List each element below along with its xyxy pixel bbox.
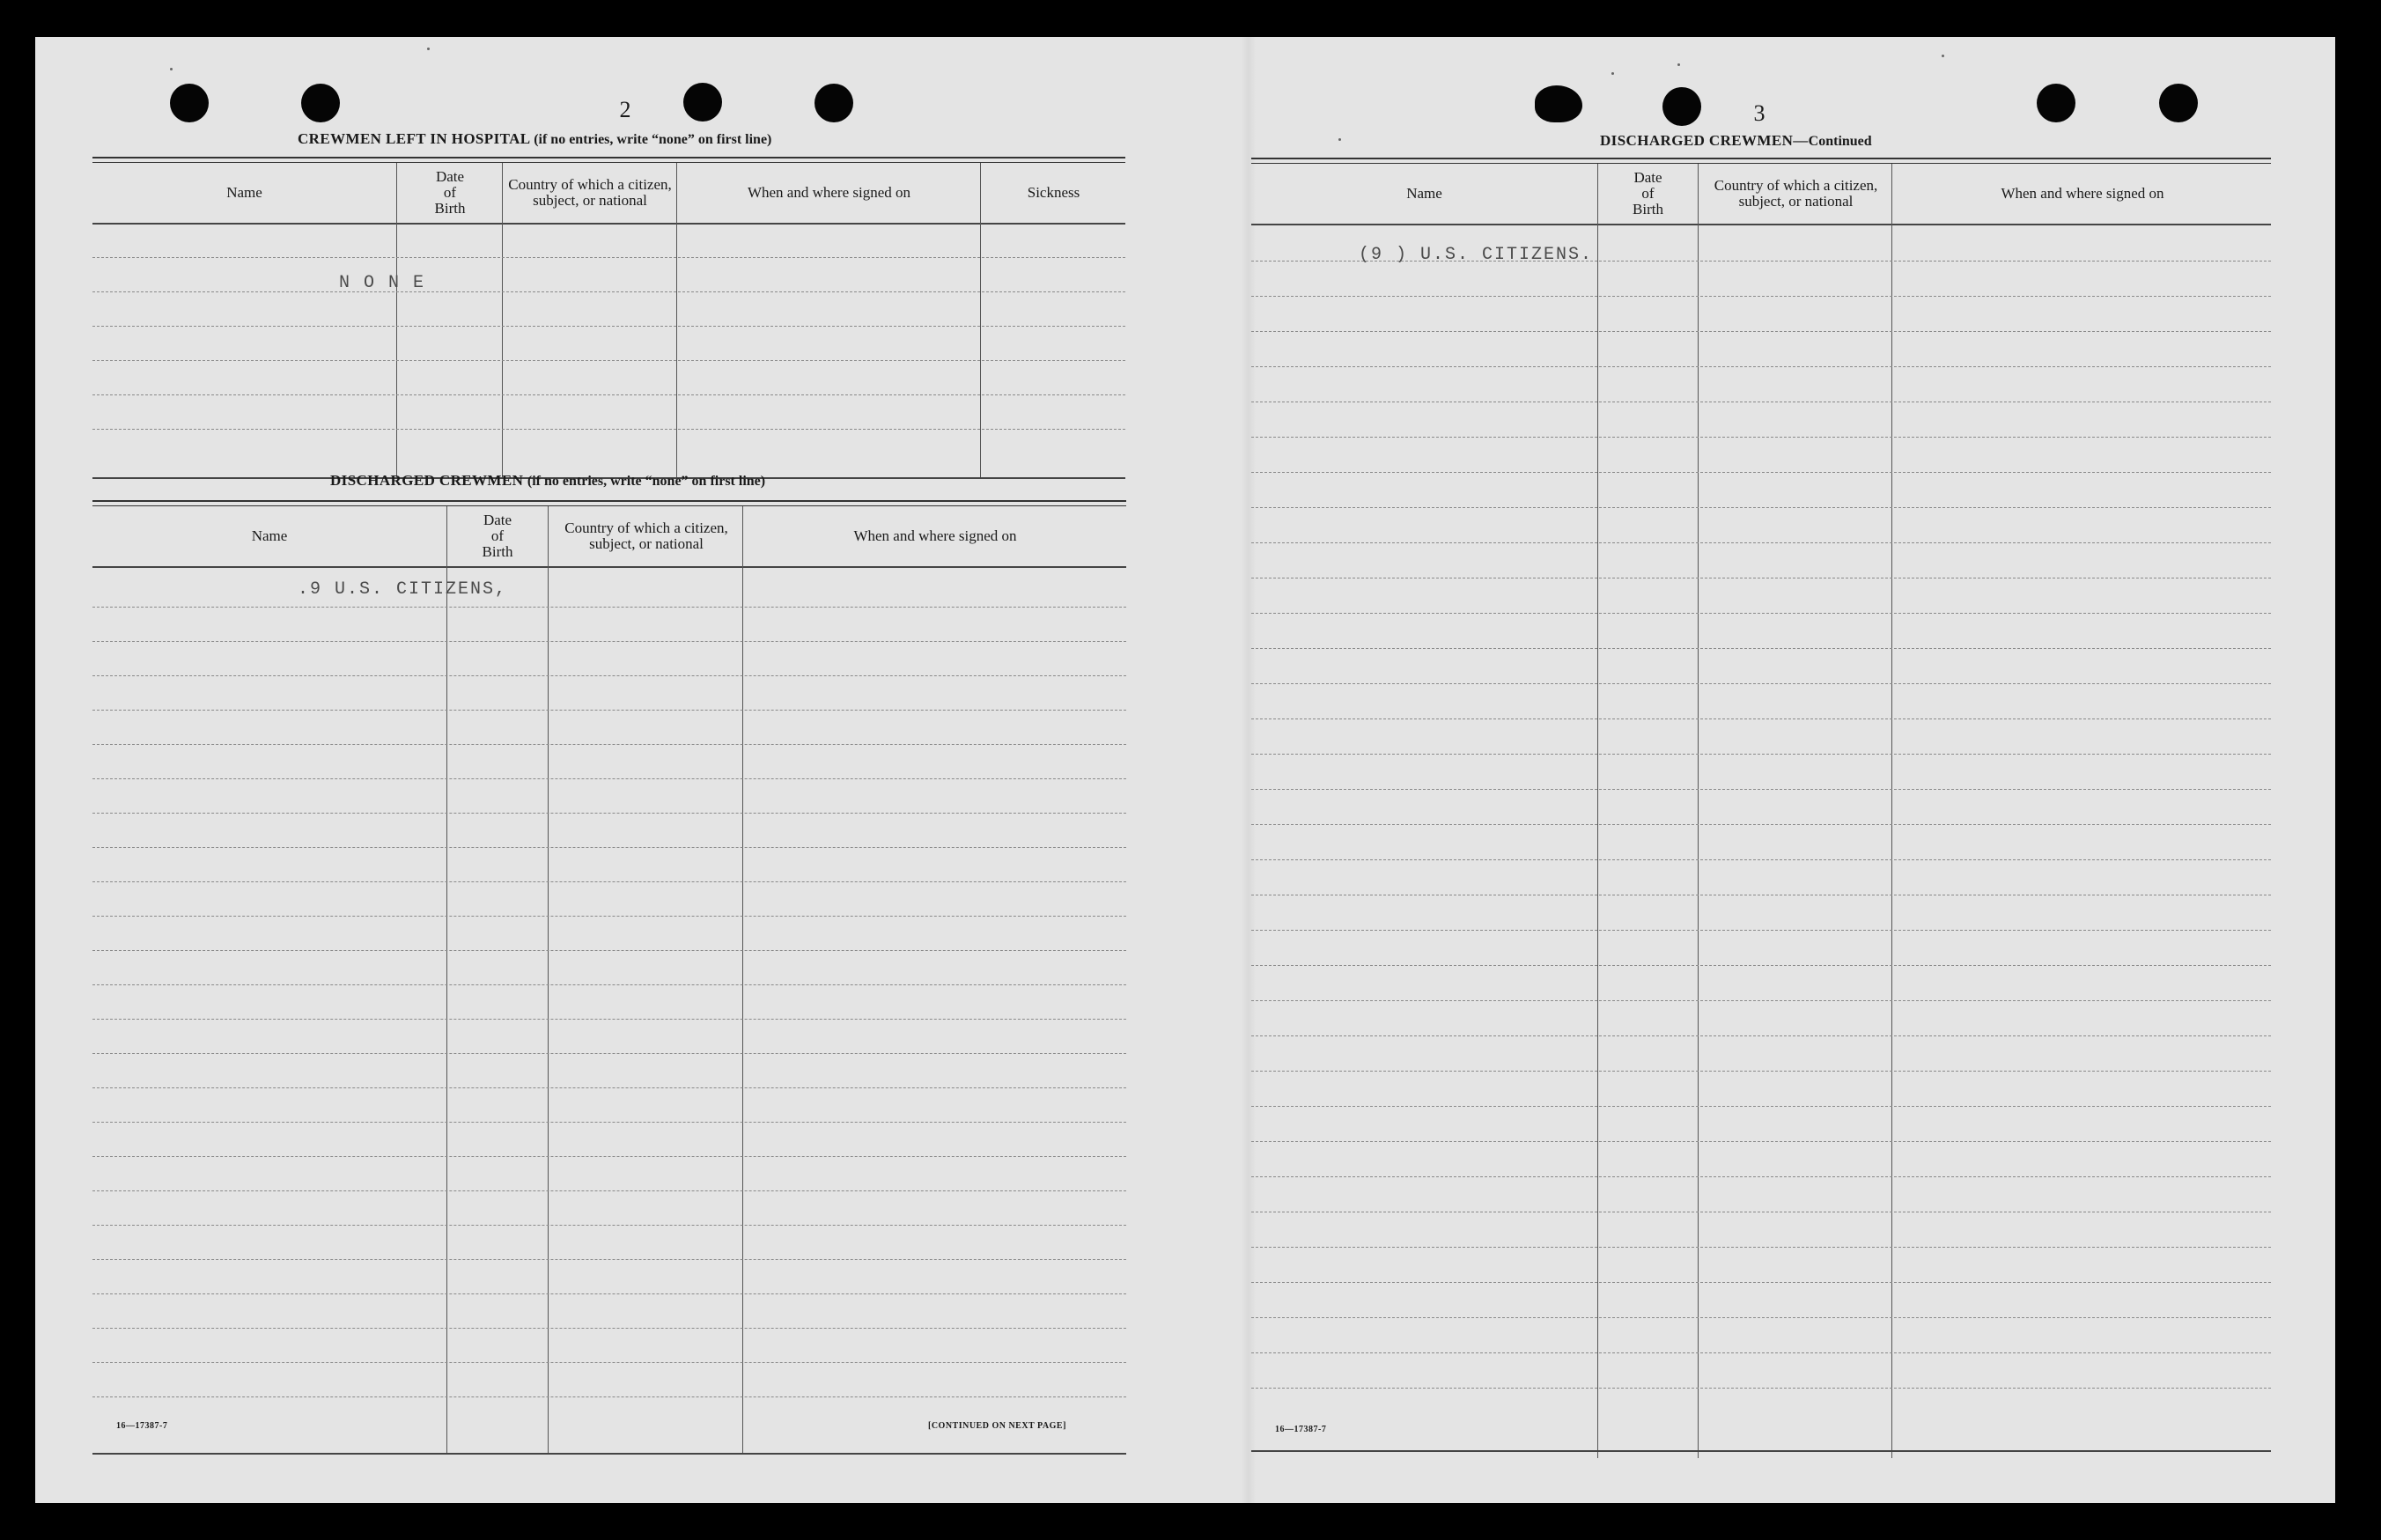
form-code: 16—17387-7	[116, 1421, 168, 1431]
column-header: Sickness	[1027, 184, 1080, 201]
paper-speck	[1942, 55, 1944, 57]
typed-entry-discharged-continued: (9 ) U.S. CITIZENS.	[1359, 245, 1594, 265]
column-header: Date of Birth	[1633, 169, 1663, 217]
section-title-note: (if no entries, write “none” on first line)	[534, 132, 772, 147]
page-number: 2	[619, 97, 631, 122]
column-header: Name	[226, 184, 262, 201]
punch-hole	[1662, 87, 1701, 126]
section-title-bold: CREWMEN LEFT IN HOSPITAL	[298, 130, 530, 147]
column-header: Country of which a citizen, subject, or national	[1714, 177, 1878, 210]
punch-hole	[815, 84, 853, 122]
section-title-discharged	[330, 472, 765, 490]
punch-hole	[2159, 84, 2198, 122]
punch-hole	[301, 84, 340, 122]
form-code: 16—17387-7	[1275, 1425, 1327, 1434]
column-header: Date of Birth	[482, 512, 513, 560]
typed-entry-discharged: .9 U.S. CITIZENS,	[298, 579, 508, 600]
punch-hole	[2037, 84, 2075, 122]
discharged-table	[92, 500, 1126, 1460]
column-header: Country of which a citizen, subject, or national	[508, 176, 672, 209]
paper-speck	[170, 68, 173, 70]
column-header: Date of Birth	[434, 168, 466, 217]
column-header: Country of which a citizen, subject, or national	[564, 519, 728, 552]
column-header: When and where signed on	[2001, 185, 2164, 202]
discharged-continued-table	[1251, 158, 2271, 1461]
continued-note: [CONTINUED ON NEXT PAGE]	[928, 1421, 1066, 1431]
section-title-note: Continued	[1808, 134, 1872, 149]
column-header: When and where signed on	[747, 184, 911, 201]
paper-speck	[1611, 72, 1614, 75]
section-title-discharged-continued	[1600, 132, 1872, 150]
page-number: 3	[1753, 100, 1765, 126]
document-sheet	[35, 37, 2335, 1503]
section-title-bold: DISCHARGED CREWMEN	[330, 472, 524, 489]
punch-hole	[683, 83, 722, 122]
section-title-note: (if no entries, write “none” on first line)	[527, 474, 766, 489]
typed-entry-hospital: N O N E	[339, 273, 426, 293]
column-header: When and where signed on	[853, 527, 1017, 544]
paper-speck	[427, 48, 430, 50]
punch-hole	[170, 84, 209, 122]
paper-speck	[1677, 63, 1680, 66]
hospital-table	[92, 157, 1125, 484]
section-title-hospital	[298, 130, 771, 148]
column-header: Name	[251, 527, 288, 544]
column-header: Name	[1406, 185, 1442, 202]
section-title-bold: DISCHARGED CREWMEN—	[1600, 132, 1809, 149]
paper-speck	[1338, 138, 1341, 141]
punch-hole	[1535, 85, 1582, 122]
